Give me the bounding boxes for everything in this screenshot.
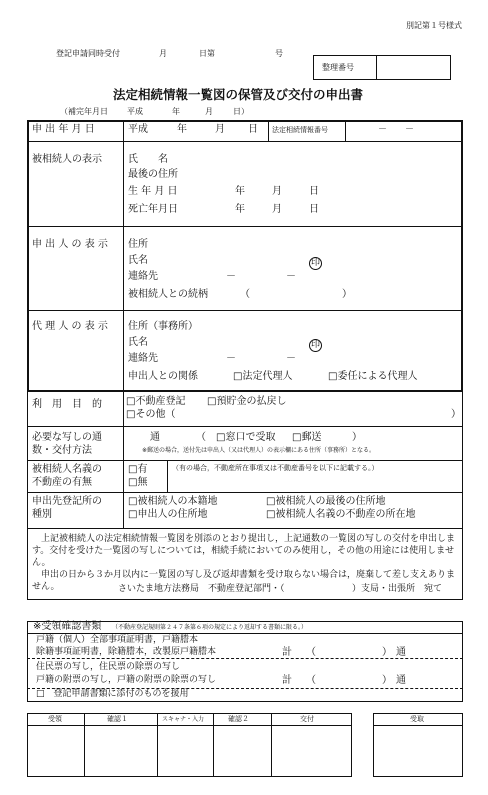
applicant-dash-1: － xyxy=(226,271,236,282)
office-table xyxy=(27,713,352,777)
supplement-year: 年 xyxy=(172,107,180,116)
pickup-box xyxy=(373,713,463,777)
decedent-label: 被相続人の表示 xyxy=(32,154,102,165)
realestate-note: （有の場合，不動産所在事項又は不動産番号を以下に記載する。） xyxy=(172,464,379,472)
info-number-label: 法定相続情報番号 xyxy=(272,126,328,134)
reception-label: 登記申請同時受付 xyxy=(56,49,120,58)
page-title: 法定相続情報一覧図の保管及び交付の申出書 xyxy=(113,87,364,102)
agent-address: 住所（事務所） xyxy=(128,321,198,332)
app-date-label: 申 出 年 月 日 xyxy=(32,124,95,135)
receipt-total-2: 計 xyxy=(282,675,292,686)
birth-day: 日 xyxy=(309,186,319,197)
receipt-open-1: （ xyxy=(306,647,316,658)
copies-note: ※郵送の場合，送付先は申出人（又は代理人）の表示欄にある住所（事務所）となる。 xyxy=(142,447,376,454)
office-col-receipt: 受領 xyxy=(48,715,62,723)
addressee-branch: ）支局・出張所 宛て xyxy=(352,584,443,594)
receipt-close-1: ） xyxy=(382,647,392,658)
purpose-opt-registration[interactable]: □不動産登記 xyxy=(126,396,186,407)
office-opt-realestate[interactable]: □被相続人名義の不動産の所在地 xyxy=(266,509,416,520)
reception-day: 日第 xyxy=(199,49,215,58)
office-opt-last-address[interactable]: □被相続人の最後の住所地 xyxy=(266,496,386,507)
applicant-contact: 連絡先 xyxy=(128,271,158,282)
realestate-label-2: 不動産の有無 xyxy=(32,477,92,488)
copies-opt-mail[interactable]: □郵送 xyxy=(292,432,322,443)
applicant-dash-2: － xyxy=(286,271,296,282)
realestate-opt-no[interactable]: □無 xyxy=(128,477,148,488)
birth-year: 年 xyxy=(235,186,245,197)
declaration-text: 上記被相続人の法定相続情報一覧図を別添のとおり提出し，上記通数の一覧図の写しの交付を申出します。交付を受けた一覧図の写しについては，相続手続においてのみ使用し，その他の用途には使用しません。 申出の日から３か月以内に一覧図の写し及び返却書類を受け取らない場合は，廃棄して差し支えありません。 xyxy=(32,534,456,592)
copies-count: 通 xyxy=(150,432,160,443)
office-opt-domicile[interactable]: □被相続人の本籍地 xyxy=(128,496,218,507)
receipt-row-4: 戸籍の附票の写し，戸籍の附票の除票の写し xyxy=(36,675,217,685)
info-number-value: － － xyxy=(378,125,415,135)
copies-close: ） xyxy=(352,432,362,443)
app-date-era: 平成 xyxy=(128,124,148,135)
form-number: 別記第１号様式 xyxy=(406,21,462,30)
office-col-pickup: 受取 xyxy=(410,715,424,723)
purpose-opt-other[interactable]: □その他（ xyxy=(126,409,176,420)
receipt-row-1: 戸籍（個人）全部事項証明書，戸籍謄本 xyxy=(36,635,199,645)
agent-opt-delegate[interactable]: □委任による代理人 xyxy=(328,371,418,382)
purpose-close: ） xyxy=(451,409,461,420)
agent-label: 代 理 人 の 表 示 xyxy=(32,321,108,332)
applicant-label: 申 出 人 の 表 示 xyxy=(32,239,108,250)
receipt-row-2: 除籍事項証明書，除籍謄本，改製原戸籍謄本 xyxy=(36,647,217,657)
app-date-month: 月 xyxy=(215,124,225,135)
decedent-address: 最後の住所 xyxy=(128,169,178,180)
copies-label-2: 数・交付方法 xyxy=(32,445,92,456)
applicant-address: 住所 xyxy=(128,239,148,250)
copies-opt-window[interactable]: □窓口で受取 xyxy=(216,432,276,443)
seiri-label: 整理番号 xyxy=(322,63,354,72)
agent-contact: 連絡先 xyxy=(128,353,158,364)
agent-relation: 申出人との関係 xyxy=(128,371,198,382)
receipt-unit-1: 通 xyxy=(396,647,406,658)
decedent-name: 氏 名 xyxy=(128,154,168,165)
agent-dash-2: － xyxy=(286,353,296,364)
death-year: 年 xyxy=(235,204,245,215)
seiri-box xyxy=(313,55,451,80)
death-day: 日 xyxy=(309,204,319,215)
reception-month: 月 xyxy=(159,49,167,58)
office-col-scan: スキャナ・入力 xyxy=(162,716,205,723)
office-col-check1: 確認１ xyxy=(107,715,128,723)
supplement-day: 日） xyxy=(233,107,249,116)
supplement-era: 平成 xyxy=(127,107,143,116)
agent-seal: 印 xyxy=(311,340,321,350)
addressee-bureau: さいたま地方法務局 不動産登記部門・（ xyxy=(118,584,285,594)
applicant-relation: 被相続人との続柄 xyxy=(128,289,208,300)
realestate-label-1: 被相続人名義の xyxy=(32,464,102,475)
purpose-opt-deposit[interactable]: □預貯金の払戻し xyxy=(207,396,287,407)
relation-close: ） xyxy=(342,289,352,300)
realestate-opt-yes[interactable]: □有 xyxy=(128,464,148,475)
receipt-title-note: （不動産登記規則第２４７条第６項の規定により返却する書類に限る。） xyxy=(112,624,308,631)
reception-go: 号 xyxy=(275,49,283,58)
receipt-row-3: 住民票の写し，住民票の除票の写し xyxy=(36,662,181,672)
app-date-year: 年 xyxy=(177,124,187,135)
supplement-month: 月 xyxy=(205,107,213,116)
supplement-label: （補完年月日 xyxy=(60,107,108,116)
receipt-unit-2: 通 xyxy=(396,675,406,686)
birth-month: 月 xyxy=(272,186,282,197)
receipt-open-2: （ xyxy=(306,675,316,686)
decedent-death: 死亡年月日 xyxy=(128,204,178,215)
applicant-seal: 印 xyxy=(311,258,321,268)
receipt-row-5[interactable]: □ 登記申請書類に添付のものを援用 xyxy=(36,689,189,699)
office-col-check2: 確認２ xyxy=(228,715,249,723)
receipt-title: ※受領確認書類 xyxy=(33,621,102,632)
office-type-label-1: 申出先登記所の xyxy=(32,496,102,507)
copies-open: （ xyxy=(196,432,206,443)
purpose-label: 利 用 目 的 xyxy=(32,399,102,410)
app-date-day: 日 xyxy=(248,124,258,135)
applicant-name: 氏名 xyxy=(128,255,148,266)
office-col-delivery: 交付 xyxy=(300,715,314,723)
relation-open: （ xyxy=(240,289,250,300)
decedent-birth: 生 年 月 日 xyxy=(128,186,178,197)
receipt-total-1: 計 xyxy=(282,647,292,658)
copies-label-1: 必要な写しの通 xyxy=(32,432,102,443)
death-month: 月 xyxy=(272,204,282,215)
agent-opt-legal[interactable]: □法定代理人 xyxy=(233,371,293,382)
receipt-close-2: ） xyxy=(382,675,392,686)
agent-dash-1: － xyxy=(226,353,236,364)
office-type-label-2: 種別 xyxy=(32,509,52,520)
agent-name: 氏名 xyxy=(128,337,148,348)
office-opt-applicant-address[interactable]: □申出人の住所地 xyxy=(128,509,208,520)
